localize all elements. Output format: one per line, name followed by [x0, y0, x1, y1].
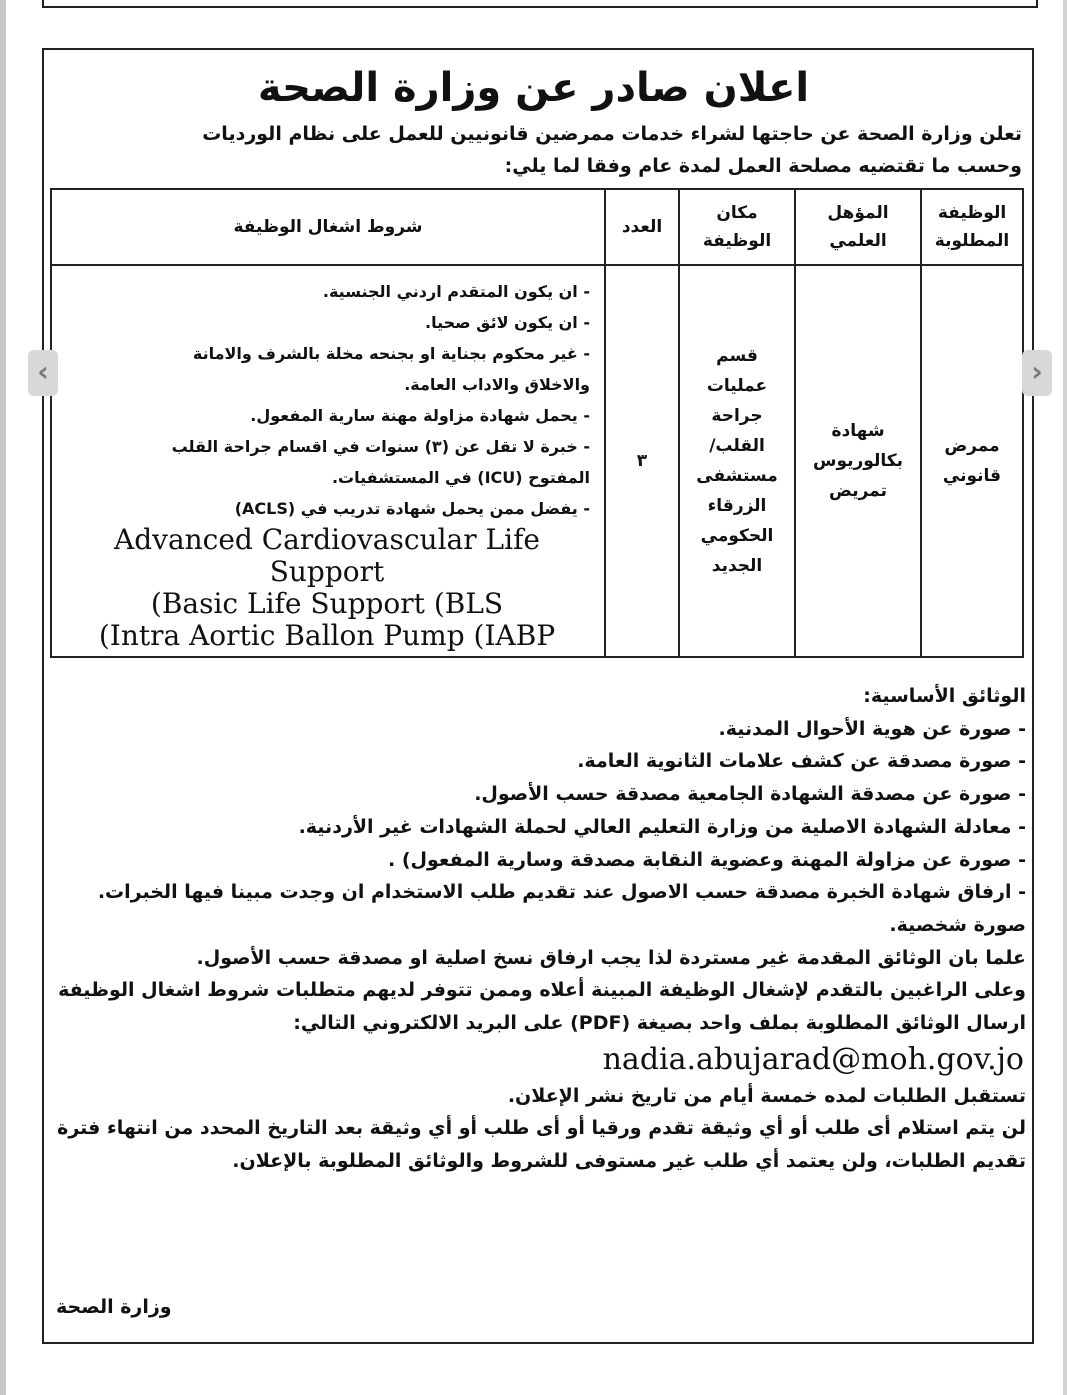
condition-line: - ان يكون لائق صحيا. [424, 313, 590, 332]
cell-count: ٣ [605, 265, 679, 657]
condition-line: - خبرة لا تقل عن (٣) سنوات في اقسام جراحة القلب [171, 437, 590, 456]
chevron-left-icon: ‹ [37, 355, 49, 388]
document-item: صورة شخصية. [889, 913, 1026, 936]
header-count: العدد [605, 189, 679, 265]
header-location: مكان الوظيفة [679, 189, 795, 265]
note-paragraph: علما بان الوثائق المقدمة غير مستردة لذا يجب ارفاق نسخ اصلية او مصدقة حسب الأصول. [196, 946, 1026, 969]
closing-paragraph: لن يتم استلام أى طلب أو أي وثيقة تقدم ورقيا أو أى طلب أو أي وثيقة بعد التاريخ المحدد من انتهاء فترة تقديم الطلبات، ولن يعتمد أي طلب غير مستوفى للشروط والوثائق المطلوبة بالإعلان. [57, 1117, 1026, 1173]
condition-line: - يفضل ممن يحمل شهادة تدريب في (ACLS) [234, 499, 590, 518]
condition-line: - يحمل شهادة مزاولة مهنة سارية المفعول. [250, 406, 590, 425]
page-edge-right [1063, 0, 1067, 1395]
documents-section [54, 680, 1026, 1178]
header-conditions: شروط اشغال الوظيفة [51, 189, 605, 265]
next-page-button[interactable] [1022, 350, 1052, 396]
closing-paragraph: تستقبل الطلبات لمده خمسة أيام من تاريخ نشر الإعلان. [507, 1084, 1026, 1107]
document-item: - صورة عن مصدقة الشهادة الجامعية مصدقة حسب الأصول. [474, 783, 1026, 806]
page-edge-left [0, 0, 6, 1395]
contact-email[interactable]: nadia.abujarad@moh.gov.jo [602, 1041, 1024, 1077]
condition-line: - غير محكوم بجناية او بجنحه مخلة بالشرف والامانة [192, 344, 590, 363]
jobs-table [50, 188, 1024, 658]
header-qualification: المؤهل العلمي [795, 189, 921, 265]
table-header-row [51, 189, 1023, 265]
header-position: الوظيفة المطلوبة [921, 189, 1023, 265]
table-row [51, 265, 1023, 657]
cell-conditions [51, 265, 605, 657]
certification-line: (Basic Life Support (BLS [150, 587, 504, 620]
cell-position: ممرض قانوني [921, 265, 1023, 657]
certification-line: (Intra Aortic Ballon Pump (IABP [98, 619, 556, 652]
document-item: - صورة عن مزاولة المهنة وعضوية النقابة مصدقة وسارية المفعول) . [388, 848, 1026, 871]
certification-line: Advanced Cardiovascular Life [113, 523, 540, 556]
cell-qualification: شهادة بكالوريوس تمريض [795, 265, 921, 657]
documents-heading: الوثائق الأساسية: [863, 685, 1026, 707]
document-item: - صورة مصدقة عن كشف علامات الثانوية العامة. [577, 750, 1026, 773]
previous-page-button[interactable] [28, 350, 58, 396]
document-item: - صورة عن هوية الأحوال المدنية. [718, 717, 1026, 740]
chevron-right-icon: › [1031, 355, 1043, 388]
document-item: - ارفاق شهادة الخبرة مصدقة حسب الاصول عند تقديم طلب الاستخدام ان وجدت مبينا فيها الخبرات. [97, 881, 1026, 904]
certification-line: Support [269, 555, 385, 588]
condition-line: المفتوح (ICU) في المستشفيات. [331, 468, 590, 487]
intro-line: تعلن وزارة الصحة عن حاجتها لشراء خدمات ممرضين قانونيين للعمل على نظام الورديات [202, 123, 1022, 145]
intro-paragraph [54, 118, 1022, 182]
document-item: - معادلة الشهادة الاصلية من وزارة التعليم العالي لحملة الشهادات غير الأردنية. [298, 815, 1026, 838]
condition-line: والاخلاق والاداب العامة. [404, 375, 590, 394]
announcement-title: اعلان صادر عن وزارة الصحة [257, 65, 810, 111]
note-paragraph: وعلى الراغبين بالتقدم لإشغال الوظيفة المبينة أعلاه وممن تتوفر لديهم متطلبات شروط اشغال الوظيفة ارسال الوثائق المطلوبة بملف واحد بصيغة (PDF) على البريد الالكتروني التالي: [58, 979, 1026, 1035]
signature: وزارة الصحة [56, 1296, 172, 1318]
previous-ad-border [42, 0, 1038, 8]
cell-location: قسم عمليات جراحة القلب/ مستشفى الزرقاء الحكومي الجديد [679, 265, 795, 657]
condition-line: - ان يكون المتقدم اردني الجنسية. [322, 282, 590, 301]
intro-line: وحسب ما تقتضيه مصلحة العمل لمدة عام وفقا لما يلي: [504, 155, 1022, 177]
